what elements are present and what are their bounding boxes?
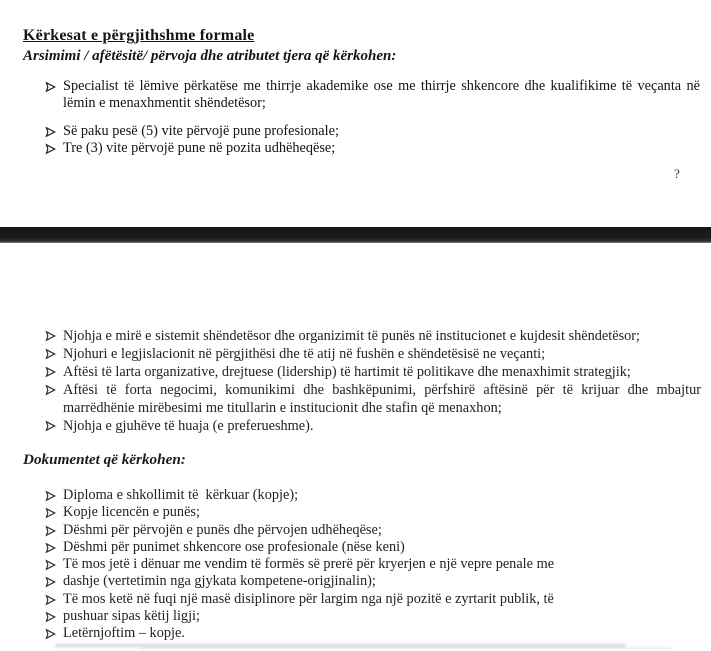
list-item: [45, 522, 701, 539]
list-item-text: Njohja e mirë e sistemit shëndetësor dhe organizimit të punës në institucionet e kujdesit shëndetësor;: [63, 328, 641, 344]
arrow-bullet-icon: [45, 345, 63, 360]
requirements-list-page2: [23, 327, 705, 435]
list-item-text: Specialist të lëmive përkatëse me thirrje akademike ose me thirrje shkencore dhe kualifikime të veçanta në lëmin e menaxhmentit shëndetësor;: [63, 78, 704, 111]
list-item-text: Dëshmi për punimet shkencore ose profesionale (nëse keni): [63, 538, 405, 555]
list-item: [45, 345, 701, 363]
page2-section: [23, 327, 705, 643]
scan-smudge: [140, 647, 671, 649]
list-item: [45, 487, 701, 504]
list-item: [45, 504, 701, 521]
page-subtitle: Arsimimi / afëtësitë/ përvoja dhe atributet tjera që kërkohen:: [23, 48, 397, 64]
arrow-bullet-icon: [45, 123, 63, 138]
arrow-bullet-icon: [45, 522, 63, 537]
arrow-bullet-icon: [45, 140, 63, 155]
documents-heading: Dokumentet që kërkohen:: [23, 451, 186, 468]
list-item: [45, 608, 701, 625]
page-number-mark: ?: [674, 166, 680, 181]
list-item-text: Të mos ketë në fuqi një masë disiplinore për largim nga një pozitë e zyrtarit publik, të: [63, 590, 554, 607]
list-item-text: Tre (3) vite përvojë pune në pozita udhëheqëse;: [63, 140, 336, 156]
list-item-text: Së paku pesë (5) vite përvojë pune profesionale;: [63, 123, 339, 139]
list-item-text: Diploma e shkollimit të kërkuar (kopje);: [63, 487, 299, 503]
list-item: [45, 327, 701, 345]
list-item: [45, 417, 701, 435]
arrow-bullet-icon: [45, 591, 63, 606]
list-item: [45, 78, 704, 111]
list-item: [45, 573, 701, 590]
page1-section: [0, 0, 711, 157]
list-item: [45, 363, 701, 381]
list-item: [45, 591, 701, 608]
arrow-bullet-icon: [45, 625, 63, 640]
arrow-bullet-icon: [45, 539, 63, 554]
list-item: [45, 123, 700, 140]
arrow-bullet-icon: [45, 608, 63, 623]
arrow-bullet-icon: [45, 381, 63, 396]
list-item-text: Të mos jetë i dënuar me vendim të formës së prerë për kryerjen e një vepre penale me: [63, 556, 555, 573]
list-item: [45, 140, 700, 157]
arrow-bullet-icon: [45, 327, 63, 342]
arrow-bullet-icon: [45, 573, 63, 588]
arrow-bullet-icon: [45, 487, 63, 502]
list-item-text: Dëshmi për përvojën e punës dhe përvojen udhëheqëse;: [63, 521, 382, 538]
list-item: [45, 625, 701, 642]
list-item-text: Njohuri e legjislacionit në përgjithësi dhe të atij në fushën e shëndetësisë ne veçanti;: [63, 346, 546, 362]
list-item: [45, 556, 701, 573]
list-item-text: Letërnjoftim – kopje.: [63, 625, 185, 642]
arrow-bullet-icon: [45, 504, 63, 519]
list-item-text: dashje (vertetimin nga gjykata kompetene-origjinalin);: [63, 573, 376, 590]
arrow-bullet-icon: [45, 556, 63, 571]
list-item-text: Aftësi të larta organizative, drejtuese (lidership) të hartimit të politikave dhe menaxhimit strategjik;: [63, 364, 631, 380]
documents-list: [23, 487, 701, 643]
arrow-bullet-icon: [45, 417, 63, 432]
arrow-bullet-icon: [45, 363, 63, 378]
requirements-list-page1: [23, 78, 704, 157]
list-item-text: pushuar sipas këtij ligji;: [63, 608, 201, 625]
list-item: [45, 539, 701, 556]
list-item-text: Aftësi të forta negocimi, komunikimi dhe bashkëpunimi, përfshirë aftësinë për të krijuar dhe mbajtur marrëdhënie mirëbesimi me titullarin e institucionit dhe stafin që menaxhon;: [63, 382, 705, 416]
list-item: [45, 381, 705, 417]
list-item-text: Kopje licencën e punës;: [63, 504, 200, 521]
arrow-bullet-icon: [45, 78, 63, 93]
page-title: Kërkesat e përgjithshme formale: [23, 27, 255, 44]
page-separator-band: [0, 227, 711, 243]
list-item-text: Njohja e gjuhëve të huaja (e preferueshme).: [63, 418, 314, 434]
